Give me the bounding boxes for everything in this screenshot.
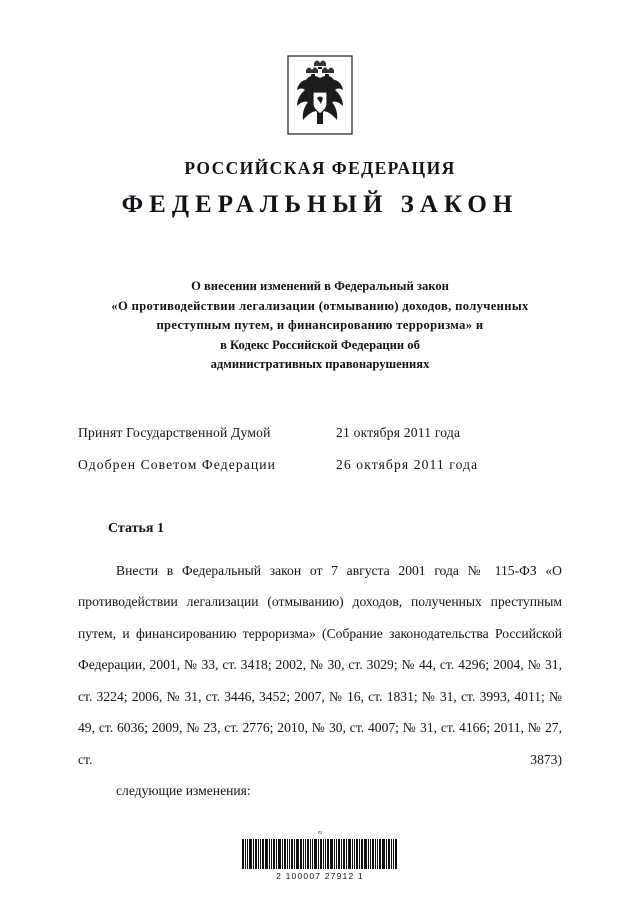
adoption-label: Одобрен Советом Федерации [78,456,277,472]
russian-coat-of-arms-icon [284,54,356,136]
subject-line: административных правонарушениях [210,357,430,372]
barcode-number: 2 100007 27912 1 [276,871,364,881]
subject-line: О внесении изменений в Федеральный закон [191,279,449,293]
document-subject [78,277,562,375]
adoption-date: 21 октября 2011 года [336,424,461,440]
adoption-row-council [78,457,562,473]
adoption-label: Принят Государственной Думой [78,424,271,440]
barcode-mark: ≈ [317,828,323,837]
subject-line: преступным путем, и финансированию терроризма» и [156,318,484,333]
page-title: ФЕДЕРАЛЬНЫЙ ЗАКОН [121,191,519,218]
page-country-line: РОССИЙСКАЯ ФЕДЕРАЦИЯ [184,158,456,178]
subject-line: в Кодекс Российской Федерации об [220,337,420,352]
body-paragraph: следующие изменения: [116,783,251,799]
body-paragraph: Внести в Федеральный закон от 7 августа 2001 года № 115-ФЗ «О противодействии легализации (отмыванию) доходов, полученных преступным путем, и финансированию терроризма» (Собрание законодательства Российской Федерации, 2001, № 33, ст. 3418; 2002, № 30, ст. 3029; № 44, ст. 4296; 2004, № 31, ст. 3224; 2006, № 31, ст. 3446, 3452; 2007, № 16, ст. 1831; № 31, ст. 3993, 4011; № 49, ст. 6036; 2009, № 23, ст. 2776; 2010, № 30, ст. 4007; № 31, ст. 4166; 2011, № 27, ст. 3873) [78,562,562,767]
emblem-container [78,0,562,136]
subject-line: «О противодействии легализации (отмыванию) доходов, полученных [111,298,529,313]
barcode-area [0,829,640,881]
article-heading: Статья 1 [108,520,164,536]
article-body [78,555,562,807]
barcode-icon [242,839,398,869]
adoption-block [78,425,562,473]
adoption-date: 26 октября 2011 года [336,456,479,472]
adoption-row-duma [78,425,562,441]
